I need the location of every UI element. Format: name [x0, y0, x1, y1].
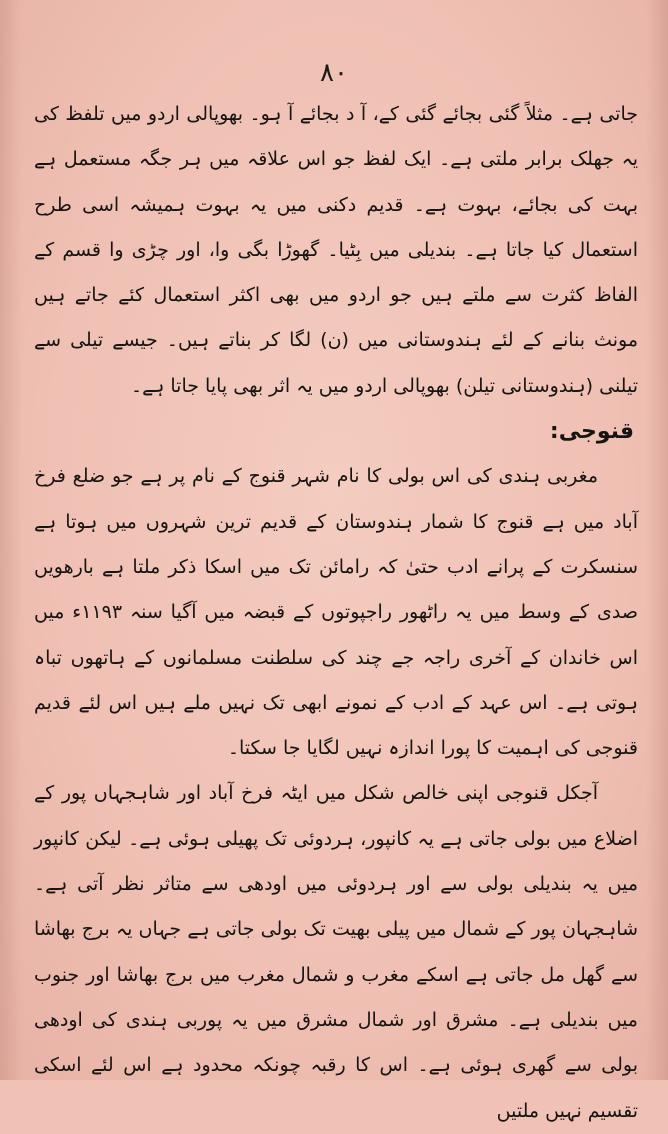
section-heading-qannauji: قنوجی: — [549, 419, 634, 445]
paragraph-qannauji-region: آجکل قنوجی اپنی خالص شکل میں ایٹہ فرخ آباد اور شاہجہاں پور کے اضلاع میں بولی جاتی ہے یہ کانپور، ہردوئی تک پھیلی ہوئی ہے۔ لیکن کانپور میں یہ بندیلی بولی سے اور ہردوئی میں اودھی سے متاثر نظر آتی ہے۔ شاہجہان پور کے شمال میں پیلی بھیت تک بولی جاتی ہے جہاں یہ برج بھاشا سے گھل مل جاتی ہے اسکے مغرب و شمال مغرب میں برج بھاشا اور جنوب میں بندیلی ہے۔ مشرق اور شمال مشرق میں یہ پوربی ہندی کی اودھی بولی سے گھری ہوئی ہے۔ اس کا رقبہ چونکہ محدود ہے اس لئے اسکی تقسیم نہیں ملتیں — [34, 782, 638, 1122]
paragraph-bhopali-continuation: جاتی ہے۔ مثلاً گئی بجائے گئی کے، آ د بجائے آ ہو۔ بھوپالی اردو میں تلفظ کی یہ جھلک برابر ملتی ہے۔ ایک لفظ جو اس علاقہ میں ہر جگہ مستعمل ہے بہت کی بجائے، بہوت ہے۔ قدیم دکنی میں یہ بہوت ہمیشہ اسی طرح استعمال کیا جاتا ہے۔ بندیلی میں بِٹیا۔ گھوڑا بگی وا، اور چڑی وا قسم کے الفاظ کثرت سے ملتے ہیں جو اردو میں بھی اکثر استعمال کئے جاتے ہیں مونث بنانے کے لئے ہندوستانی میں (ن) لگا کر بناتے ہیں۔ جیسے تیلی سے تیلنی (ہندوستانی تیلن) بھوپالی اردو میں یہ اثر بھی پایا جاتا ہے۔ — [34, 103, 638, 397]
page-number: ۸۰ — [320, 58, 348, 88]
page-body — [34, 92, 638, 1134]
page-edge-shadow-left — [0, 0, 22, 1080]
page-edge-shadow-right — [646, 0, 668, 1080]
paragraph-qannauji-history: مغربی ہندی کی اس بولی کا نام شہر قنوج کے نام پر ہے جو ضلع فرخ آباد میں ہے قنوج کا شمار ہندوستان کے قدیم ترین شہروں میں ہوتا ہے سنسکرت کے پرانے ادب حتیٰ کہ رامائن تک میں اسکا ذکر ملتا ہے بارھویں صدی کے وسط میں یہ راٹھور راجپوتوں کے قبضہ میں آگیا سنہ ۱۱۹۳ء میں اس خاندان کے آخری راجہ جے چند کی سلطنت مسلمانوں کے ہاتھوں تباہ ہوتی ہے۔ اس عہد کے ادب کے نمونے ابھی تک نہیں ملے ہیں اس لئے قدیم قنوجی کی اہمیت کا پورا اندازہ نہیں لگایا جا سکتا۔ — [34, 465, 638, 760]
